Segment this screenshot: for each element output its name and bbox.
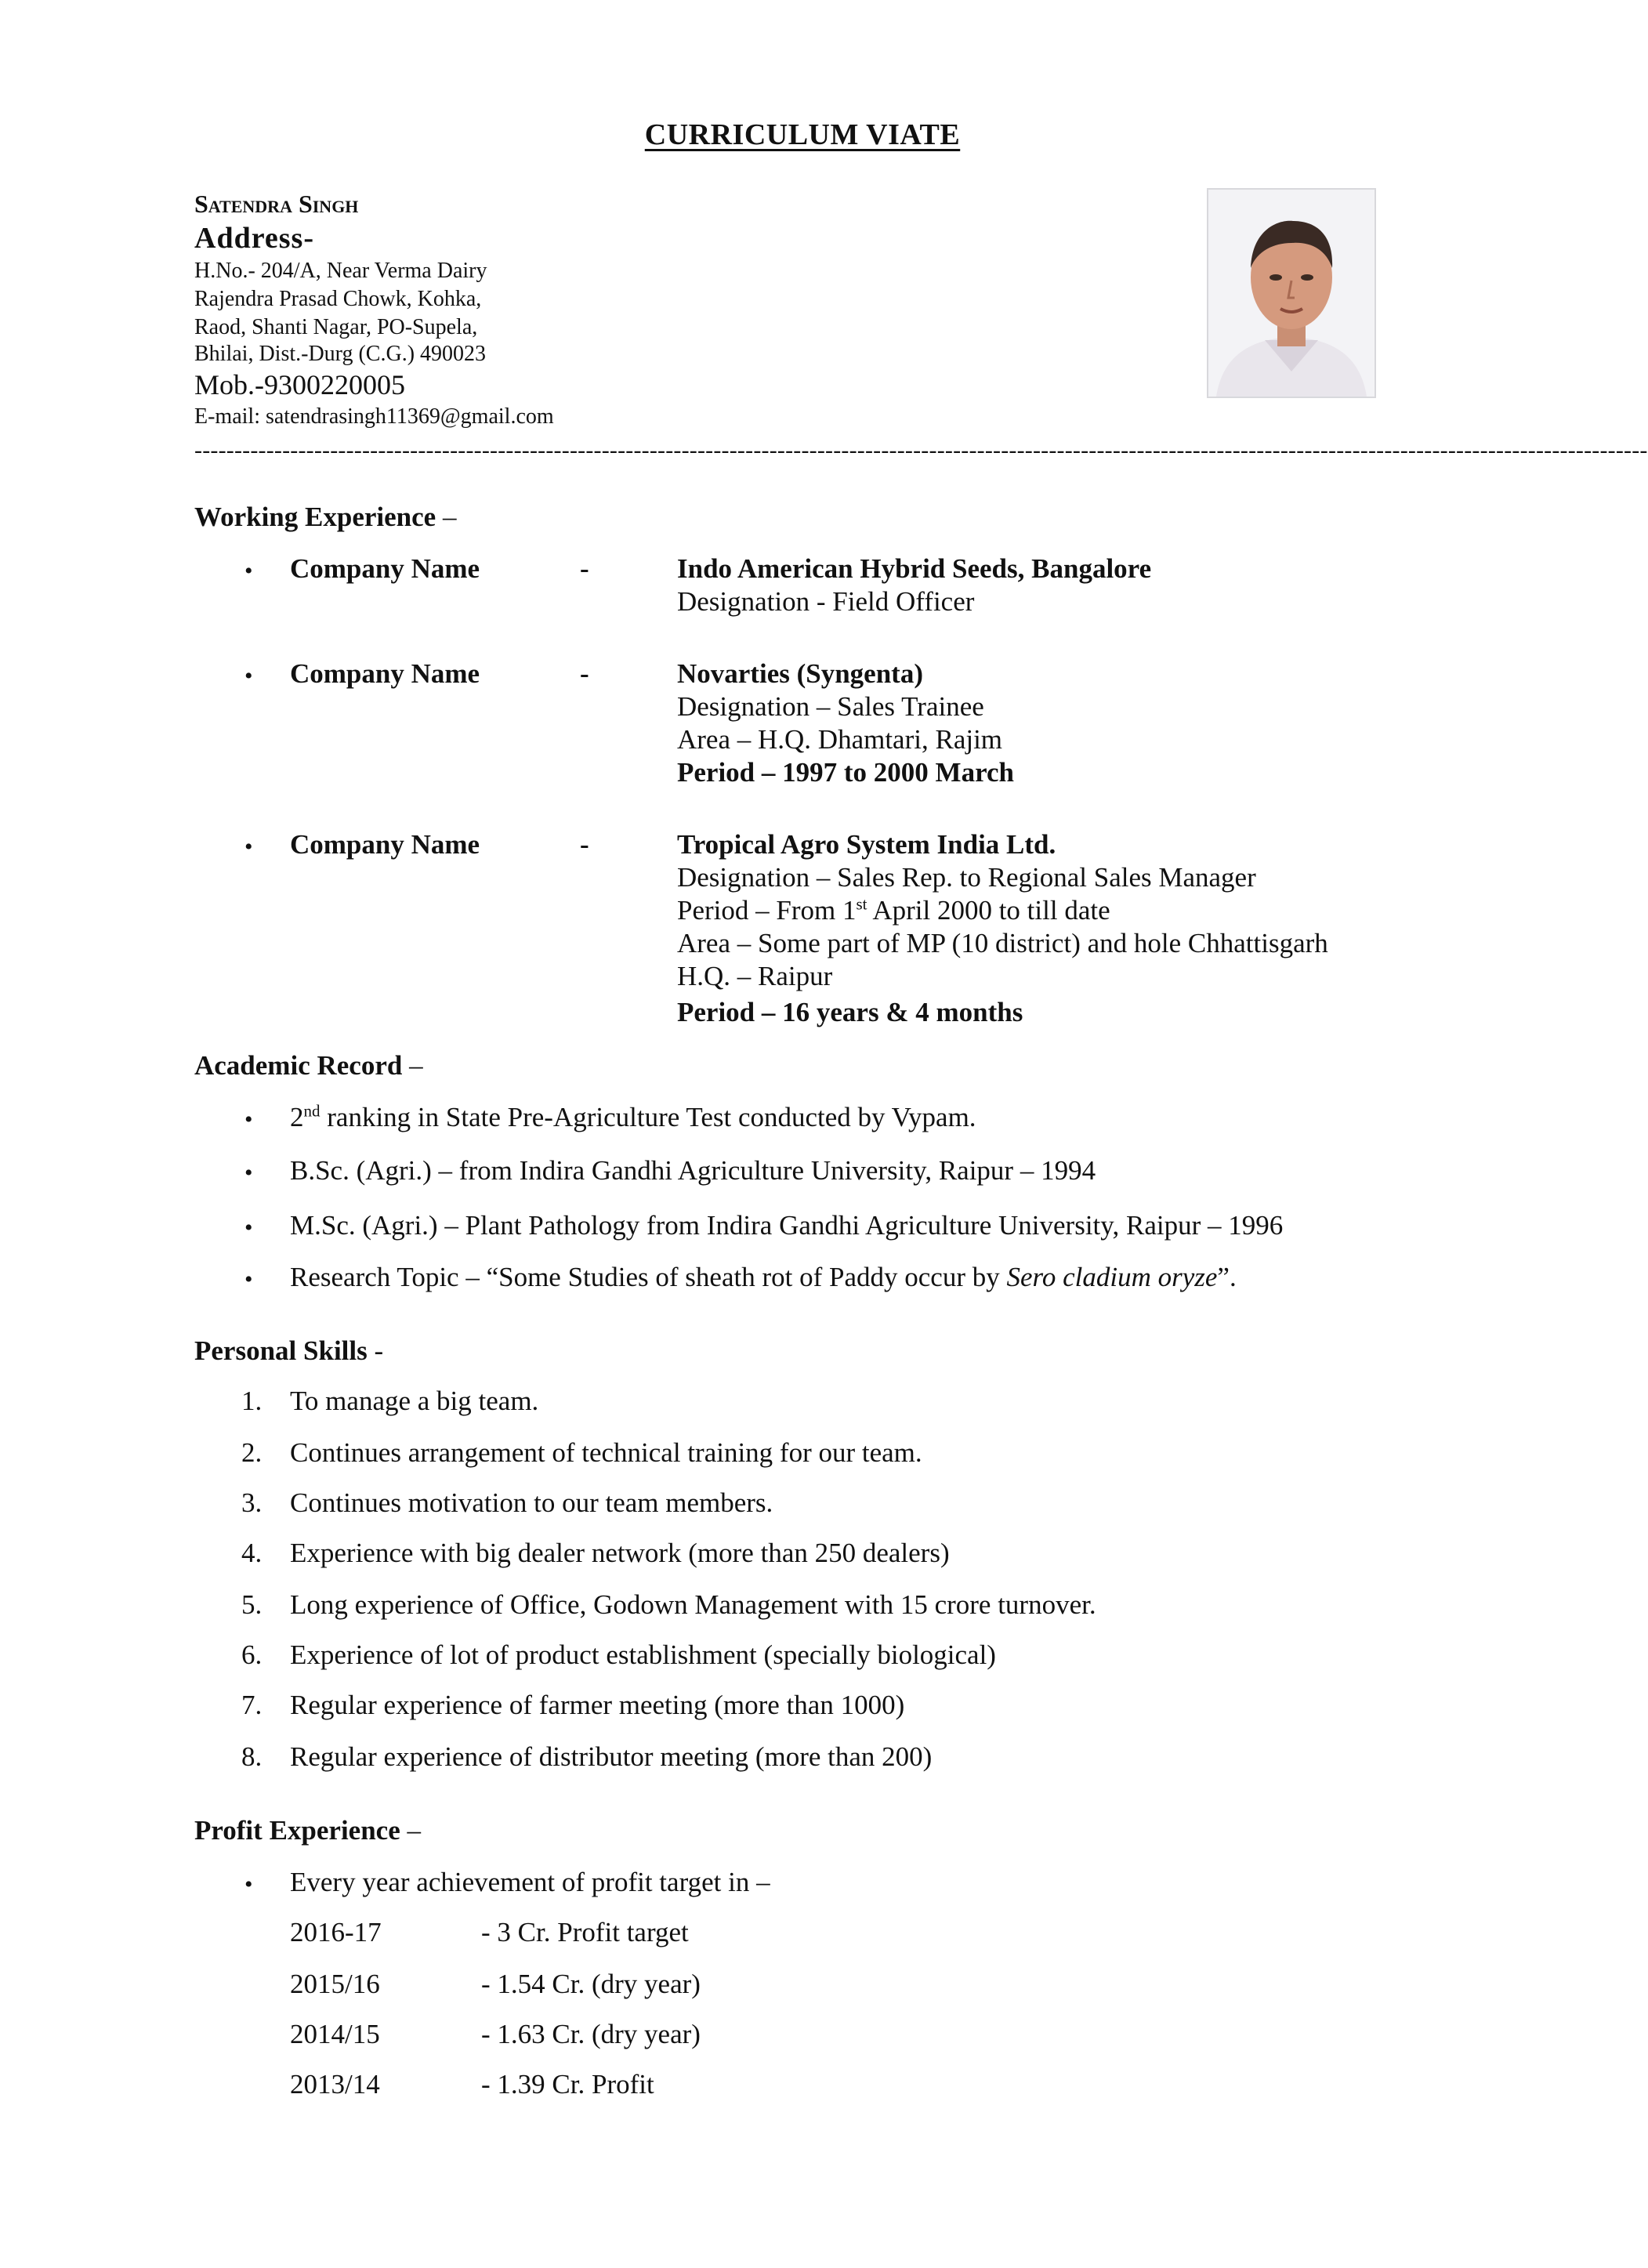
bullet-icon: •	[244, 1871, 253, 1897]
skill-number: 5.	[241, 1589, 263, 1620]
portrait-photo-icon	[1207, 188, 1376, 398]
header-separator: --------------------------------------------------------------------------------------------------------------------------------------------------------------------------------------	[194, 437, 1648, 463]
address-line-2: Rajendra Prasad Chowk, Kohka,	[194, 287, 482, 311]
skill-item: Continues arrangement of technical training for our team.	[290, 1437, 922, 1468]
academic-record-heading: Academic Record –	[194, 1050, 423, 1081]
company-name: Novarties (Syngenta)	[677, 658, 923, 689]
skill-item: To manage a big team.	[290, 1386, 539, 1416]
profit-year: 2014/15	[290, 2019, 380, 2049]
company-designation: Designation – Sales Rep. to Regional Sales Manager	[677, 862, 1256, 893]
address-label: Address-	[194, 222, 314, 255]
working-experience-heading: Working Experience –	[194, 502, 457, 532]
skill-number: 8.	[241, 1741, 263, 1772]
address-line-3: Raod, Shanti Nagar, PO-Supela,	[194, 315, 478, 339]
skill-number: 3.	[241, 1487, 263, 1518]
academic-item: M.Sc. (Agri.) – Plant Pathology from Indira Gandhi Agriculture University, Raipur – 1996	[290, 1210, 1284, 1241]
bullet-icon: •	[244, 1215, 253, 1241]
bullet-icon: •	[244, 1160, 253, 1186]
personal-skills-heading: Personal Skills -	[194, 1335, 384, 1366]
company-label: Company Name	[290, 658, 480, 689]
bullet-icon: •	[244, 1107, 253, 1132]
skill-item: Long experience of Office, Godown Management with 15 crore turnover.	[290, 1589, 1096, 1620]
academic-item: 2nd ranking in State Pre-Agriculture Test conducted by Vypam.	[290, 1101, 976, 1132]
address-line-4: Bhilai, Dist.-Durg (C.G.) 490023	[194, 342, 487, 366]
company-period: Period – From 1st April 2000 to till date	[677, 894, 1110, 926]
company-name: Tropical Agro System India Ltd.	[677, 829, 1056, 860]
company-separator: -	[580, 658, 589, 689]
company-hq: H.Q. – Raipur	[677, 961, 833, 991]
profit-year: 2013/14	[290, 2069, 380, 2100]
company-area: Area – H.Q. Dhamtari, Rajim	[677, 724, 1003, 755]
company-separator: -	[580, 829, 589, 860]
skill-number: 4.	[241, 1538, 263, 1568]
profit-value: - 1.39 Cr. Profit	[481, 2069, 654, 2100]
skill-number: 7.	[241, 1690, 263, 1720]
company-label: Company Name	[290, 553, 480, 584]
profit-year: 2016-17	[290, 1917, 382, 1947]
company-period: Period – 1997 to 2000 March	[677, 757, 1014, 788]
bullet-icon: •	[244, 1266, 253, 1292]
profit-value: - 1.54 Cr. (dry year)	[481, 1969, 701, 1999]
mobile-number: Mob.-9300220005	[194, 369, 405, 400]
company-area: Area – Some part of MP (10 district) and hole Chhattisgarh	[677, 928, 1328, 958]
company-label: Company Name	[290, 829, 480, 860]
skill-number: 1.	[241, 1386, 263, 1416]
company-separator: -	[580, 553, 589, 584]
bullet-icon: •	[244, 663, 253, 689]
email-address: E-mail: satendrasingh11369@gmail.com	[194, 404, 554, 429]
profit-experience-heading: Profit Experience –	[194, 1815, 421, 1846]
profit-value: - 1.63 Cr. (dry year)	[481, 2019, 701, 2049]
skill-item: Regular experience of farmer meeting (more than 1000)	[290, 1690, 905, 1720]
skill-number: 2.	[241, 1437, 263, 1468]
company-name: Indo American Hybrid Seeds, Bangalore	[677, 553, 1152, 584]
academic-item: Research Topic – “Some Studies of sheath rot of Paddy occur by Sero cladium oryze”.	[290, 1262, 1237, 1292]
bullet-icon: •	[244, 558, 253, 584]
skill-item: Continues motivation to our team members.	[290, 1487, 773, 1518]
skill-item: Regular experience of distributor meeting (more than 200)	[290, 1741, 933, 1772]
skill-number: 6.	[241, 1639, 263, 1670]
company-designation: Designation – Sales Trainee	[677, 691, 984, 722]
candidate-name: Satendra Singh	[194, 190, 359, 218]
document-title: CURRICULUM VIATE	[644, 118, 961, 151]
skill-item: Experience of lot of product establishment (specially biological)	[290, 1639, 996, 1670]
address-line-1: H.No.- 204/A, Near Verma Dairy	[194, 259, 487, 283]
total-period: Period – 16 years & 4 months	[677, 997, 1023, 1027]
profit-intro: Every year achievement of profit target in –	[290, 1867, 770, 1897]
company-designation: Designation - Field Officer	[677, 586, 975, 617]
profit-value: - 3 Cr. Profit target	[481, 1917, 689, 1947]
skill-item: Experience with big dealer network (more than 250 dealers)	[290, 1538, 950, 1568]
bullet-icon: •	[244, 834, 253, 860]
academic-item: B.Sc. (Agri.) – from Indira Gandhi Agriculture University, Raipur – 1994	[290, 1155, 1096, 1186]
profit-year: 2015/16	[290, 1969, 380, 1999]
